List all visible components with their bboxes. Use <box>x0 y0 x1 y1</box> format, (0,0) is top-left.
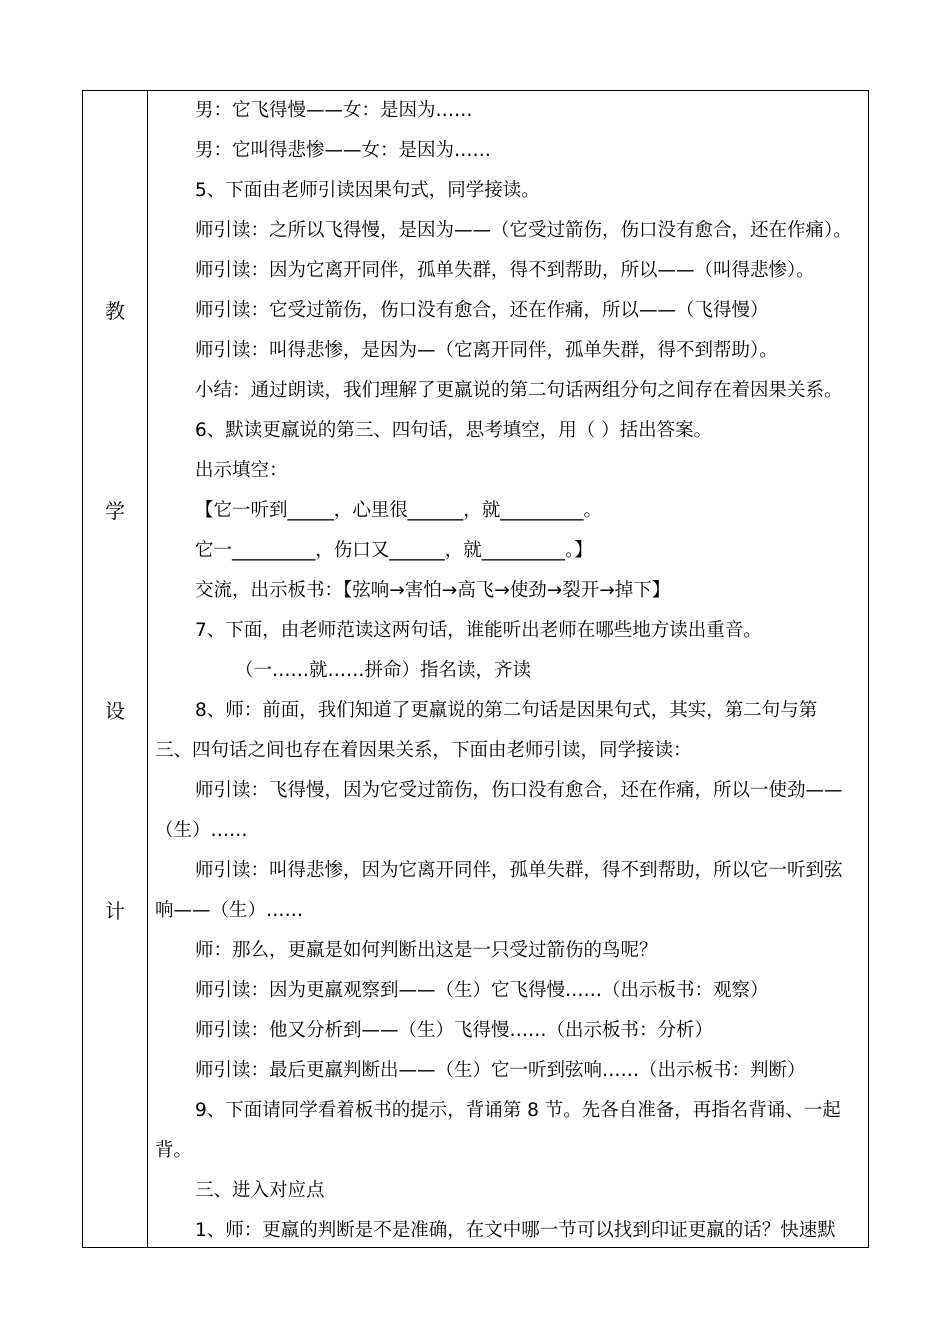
text-line: 6、默读更羸说的第三、四句话，思考填空，用（ ）括出答案。 <box>195 420 713 441</box>
text-line: 师引读：叫得悲惨，是因为—（它离开同伴，孤单失群，得不到帮助）。 <box>195 340 778 361</box>
column-divider <box>147 91 148 1247</box>
text-line: 1、师：更羸的判断是不是准确，在文中哪一节可以找到印证更羸的话？快速默 <box>195 1220 836 1241</box>
text-line: 三、进入对应点 <box>195 1180 325 1201</box>
text-line: 7、下面，由老师范读这两句话，谁能听出老师在哪些地方读出重音。 <box>195 620 762 641</box>
text-line: 8、师：前面，我们知道了更羸说的第二句话是因果句式，其实，第二句与第 <box>195 700 818 721</box>
text-line: 师引读：最后更羸判断出——（生）它一听到弦响……（出示板书：判断） <box>195 1060 806 1081</box>
side-label-xue: 学 <box>105 499 125 523</box>
text-line: 男：它叫得悲惨——女：是因为…… <box>195 140 492 161</box>
text-line: （一……就……拼命）指名读，齐读 <box>235 660 532 681</box>
side-label-she: 设 <box>105 699 125 723</box>
text-line: 响——（生）…… <box>155 900 304 921</box>
text-line: 背。 <box>155 1140 193 1161</box>
text-line: 它一_________，伤口又______，就_________。】 <box>195 540 593 561</box>
text-line: 交流，出示板书：【弦响→害怕→高飞→使劲→裂开→掉下】 <box>195 580 671 601</box>
text-line: 小结：通过朗读，我们理解了更羸说的第二句话两组分句之间存在着因果关系。 <box>195 380 843 401</box>
text-line: 师：那么，更羸是如何判断出这是一只受过箭伤的鸟呢？ <box>195 940 658 961</box>
text-line: 出示填空： <box>195 460 288 481</box>
text-line: 师引读：飞得慢，因为它受过箭伤，伤口没有愈合，还在作痛，所以一使劲—— <box>195 780 843 801</box>
text-line: 男：它飞得慢——女：是因为…… <box>195 100 473 121</box>
text-line: 师引读：他又分析到——（生）飞得慢……（出示板书：分析） <box>195 1020 714 1041</box>
text-line: 三、四句话之间也存在着因果关系，下面由老师引读，同学接读： <box>155 740 692 761</box>
text-line: 师引读：之所以飞得慢，是因为——（它受过箭伤，伤口没有愈合，还在作痛）。 <box>195 220 852 241</box>
lesson-content <box>155 91 863 1251</box>
lesson-table <box>82 90 869 1248</box>
side-label-ji: 计 <box>105 899 125 923</box>
text-line: 师引读：叫得悲惨，因为它离开同伴，孤单失群，得不到帮助，所以它一听到弦 <box>195 860 843 881</box>
side-label-jiao: 教 <box>105 299 125 323</box>
text-line: 5、下面由老师引读因果句式，同学接读。 <box>195 180 540 201</box>
text-line: 【它一听到_____，心里很______，就_________。 <box>195 500 603 521</box>
text-line: 师引读：因为更羸观察到——（生）它飞得慢……（出示板书：观察） <box>195 980 769 1001</box>
text-line: 9、下面请同学看着板书的提示，背诵第 8 节。先各自准备，再指名背诵、一起 <box>195 1100 841 1121</box>
text-line: （生）…… <box>155 820 248 841</box>
text-line: 师引读：因为它离开同伴，孤单失群，得不到帮助，所以——（叫得悲惨）。 <box>195 260 815 281</box>
text-line: 师引读：它受过箭伤，伤口没有愈合，还在作痛，所以——（飞得慢） <box>195 300 769 321</box>
